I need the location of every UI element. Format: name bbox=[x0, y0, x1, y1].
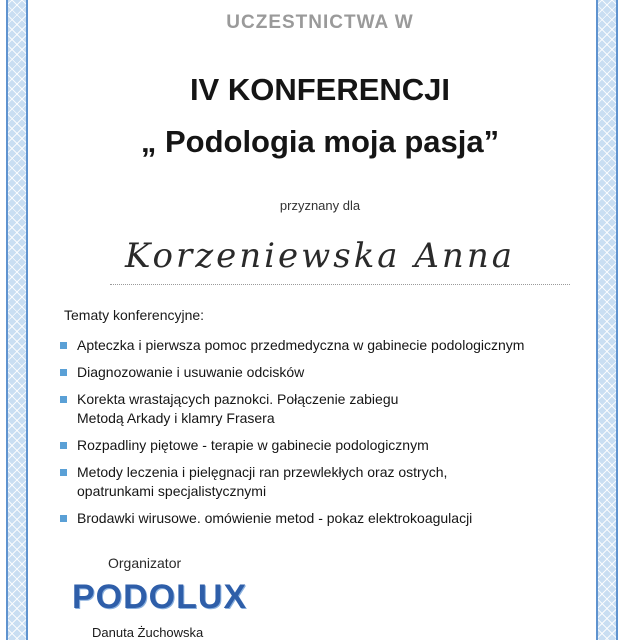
topic-item bbox=[60, 436, 590, 455]
topic-text: Apteczka i pierwsza pomoc przedmedyczna w gabinecie podologicznym bbox=[77, 337, 525, 353]
topic-item bbox=[60, 463, 590, 501]
topics-heading: Tematy konferencyjne: bbox=[64, 307, 205, 323]
topic-text: Brodawki wirusowe. omówienie metod - pokaz elektrokoagulacji bbox=[77, 510, 473, 526]
bullet-square-icon bbox=[60, 369, 67, 376]
topic-item bbox=[60, 509, 590, 528]
bullet-square-icon bbox=[60, 515, 67, 522]
granted-to-label: przyznany dla bbox=[279, 198, 361, 213]
podolux-logo: PODOLUX bbox=[72, 578, 248, 616]
topic-text: Metody leczenia i pielęgnacji ran przewlekłych oraz ostrych, opatrunkami specjalistycznymi bbox=[77, 464, 448, 499]
organizer-label: Organizator bbox=[108, 555, 182, 571]
bullet-square-icon bbox=[60, 469, 67, 476]
topic-text: Diagnozowanie i usuwanie odcisków bbox=[77, 364, 305, 380]
topics-list bbox=[60, 336, 590, 536]
topic-item bbox=[60, 390, 590, 428]
bullet-square-icon bbox=[60, 442, 67, 449]
name-dotted-line bbox=[110, 284, 570, 285]
topic-item bbox=[60, 363, 590, 382]
recipient-name: Korzeniewska Anna bbox=[125, 236, 515, 276]
conference-name: „ Podologia moja pasja” bbox=[140, 124, 500, 159]
bullet-square-icon bbox=[60, 396, 67, 403]
organizer-person: Danuta Żuchowska bbox=[92, 625, 204, 640]
topic-text: Korekta wrastających paznokci. Połączenie zabiegu Metodą Arkady i klamry Frasera bbox=[77, 391, 399, 426]
topic-text: Rozpadliny piętowe - terapie w gabinecie podologicznym bbox=[77, 437, 429, 453]
certificate-heading-title: IV KONFERENCJI bbox=[189, 72, 451, 107]
topic-item bbox=[60, 336, 590, 355]
certificate-heading-small: UCZESTNICTWA W bbox=[226, 12, 414, 33]
bullet-square-icon bbox=[60, 342, 67, 349]
